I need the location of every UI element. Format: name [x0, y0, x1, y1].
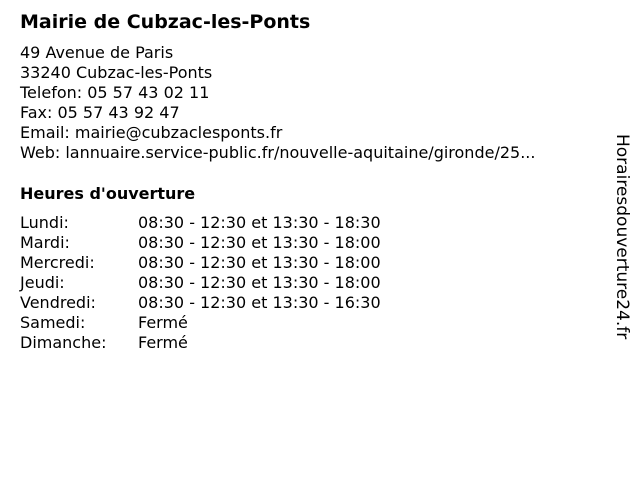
day-label: Dimanche: — [20, 333, 107, 352]
time-value: Fermé — [138, 313, 188, 332]
day-label: Samedi: — [20, 313, 86, 332]
website-url: Web: lannuaire.service-public.fr/nouvelle-aquitaine/gironde/25... — [20, 143, 536, 162]
fax-number: Fax: 05 57 43 92 47 — [20, 103, 180, 122]
email-address: Email: mairie@cubzaclesponts.fr — [20, 123, 283, 142]
day-label: Vendredi: — [20, 293, 96, 312]
contact-info — [20, 43, 535, 163]
day-label: Lundi: — [20, 213, 69, 232]
address-street: 49 Avenue de Paris — [20, 43, 174, 62]
time-value: 08:30 - 12:30 et 13:30 - 18:30 — [138, 213, 381, 232]
site-watermark: Horairesdouverture24.fr — [612, 134, 632, 340]
time-value: Fermé — [138, 333, 188, 352]
hours-heading: Heures d'ouverture — [20, 184, 196, 203]
time-value: 08:30 - 12:30 et 13:30 - 18:00 — [138, 233, 381, 252]
time-value: 08:30 - 12:30 et 13:30 - 18:00 — [138, 253, 381, 272]
day-label: Jeudi: — [20, 273, 65, 292]
page-title: Mairie de Cubzac-les-Ponts — [20, 11, 311, 33]
address-city: 33240 Cubzac-les-Ponts — [20, 63, 213, 82]
time-value: 08:30 - 12:30 et 13:30 - 16:30 — [138, 293, 381, 312]
phone-number: Telefon: 05 57 43 02 11 — [20, 83, 210, 102]
time-value: 08:30 - 12:30 et 13:30 - 18:00 — [138, 273, 381, 292]
day-label: Mercredi: — [20, 253, 95, 272]
day-label: Mardi: — [20, 233, 70, 252]
